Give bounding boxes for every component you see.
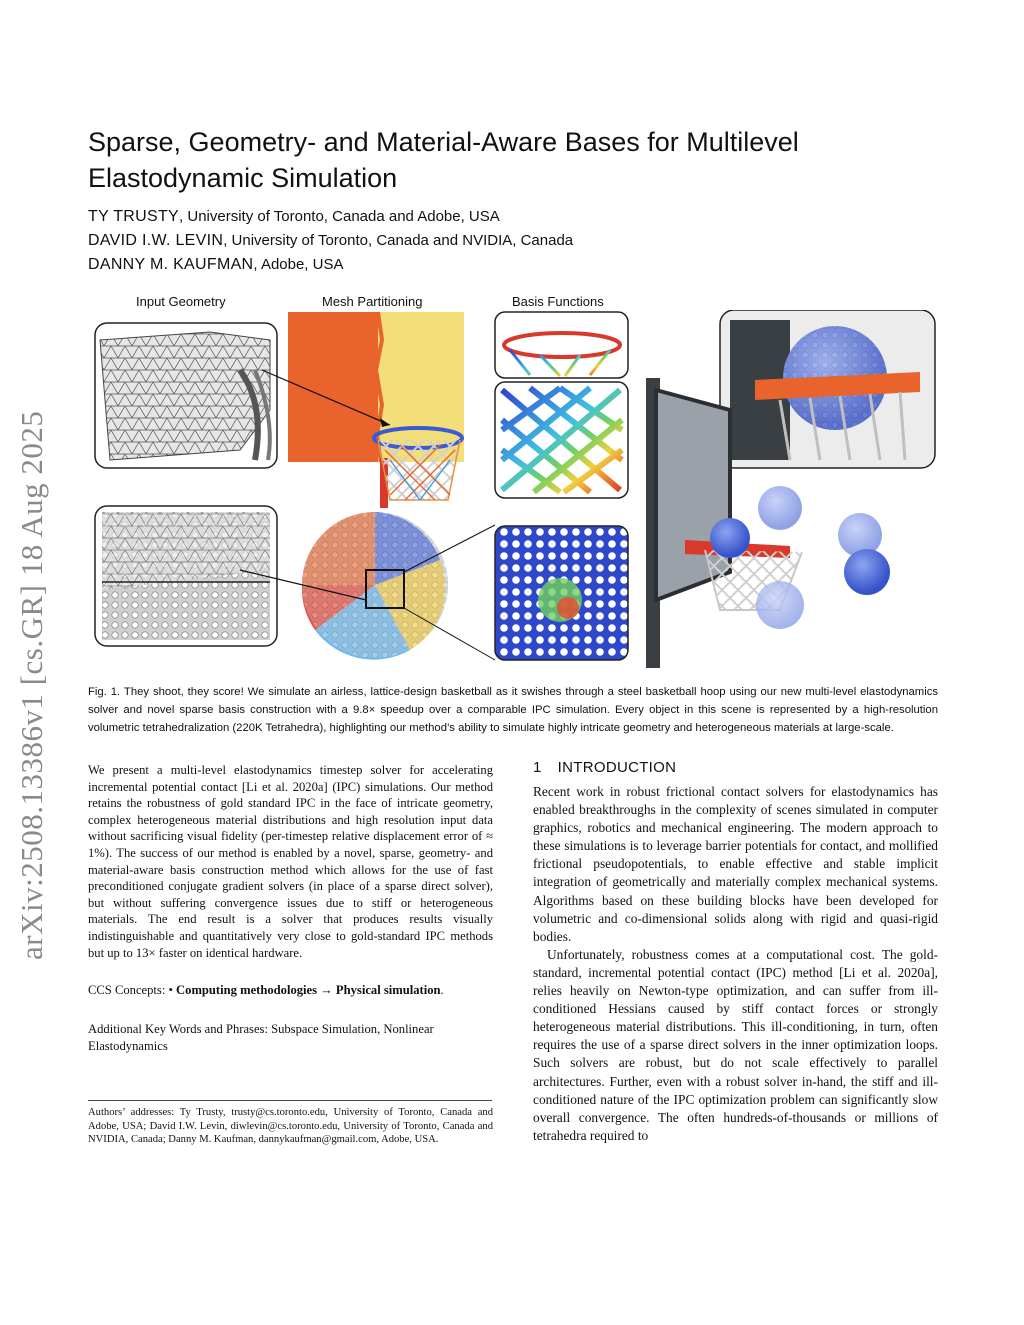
author-name: TY TRUSTY <box>88 208 180 225</box>
intro-paragraph: Unfortunately, robustness comes at a computational cost. The gold-standard, incremental potential contact (IPC) method [Li et al. 2020a], relies heavily on Newton-type optimization, and can suffer from ill-conditioned Hessians caused by stiff contact forces or strongly heterogeneous material distributions. This ill-conditioning, in turn, often requires the use of a sparse direct solvers in the inner optimization loops. Such solvers are robust, but do not scale effectively to parallel architectures. Further, even with a robust solver in-hand, the stiff and ill-conditioned nature of the IPC optimization problem can significantly slow overall convergence. The often hundreds-of-thousands or millions of tetrahedra required to <box>533 946 938 1143</box>
figure-label-basis-functions: Basis Functions <box>512 294 604 309</box>
teaser-figure <box>90 310 940 670</box>
author-2: DAVID I.W. LEVIN, University of Toronto, Canada and NVIDIA, Canada <box>88 232 574 249</box>
basis-panel-lattice <box>495 526 628 660</box>
input-geometry-panel-top <box>95 323 277 468</box>
ccs-suffix: . <box>440 983 444 997</box>
arxiv-stamp: arXiv:2508.13386v1 [cs.GR] 18 Aug 2025 <box>14 410 49 960</box>
section-title: INTRODUCTION <box>557 759 677 776</box>
paper-title: Sparse, Geometry- and Material-Aware Bases for Multilevel Elastodynamic Simulation <box>88 127 799 193</box>
figure-caption: Fig. 1. They shoot, they score! We simulate an airless, lattice-design basketball as it swishes through a steel basketball hoop using our new multi-level elastodynamics solver and novel sparse basis construction with a 9.8× speedup over a comparable IPC simulation. Every object in this scene is represented by a high-resolution volumetric tetrahedralization (220K Tetrahedra), highlighting our method’s ability to simulate highly intricate geometry and heterogeneous materials at large-scale. <box>88 686 938 734</box>
author-3: DANNY M. KAUFMAN, Adobe, USA <box>88 256 344 273</box>
ball-in-hoop <box>710 518 750 558</box>
ball-ghost-1 <box>758 486 802 530</box>
abstract: We present a multi-level elastodynamics timestep solver for accelerating incremental potential contact [Li et al. 2020a] (IPC) simulations. Our method retains the robustness of gold standard IPC in the face of intricate geometry, complex heterogeneous material distributions and high resolution input data without sacrificing visual fidelity (per-timestep relative displacement error of ≈ 1%). The success of our method is enabled by a novel, sparse, geometry- and material-aware basis construction method which allows for the use of fast preconditioned conjugate gradient solvers (in place of a sparse direct solver), but without suffering convergence issues due to stiff or heterogeneous materials. The end result is a solver that produces results visually indistinguishable and quantitatively very close to gold-standard IPC methods but up to 13× faster on identical hardware. <box>88 763 493 960</box>
ccs-concept: Computing methodologies → Physical simulation <box>176 983 441 997</box>
input-geometry-panel-bottom <box>95 506 277 646</box>
figure-label-mesh-partitioning: Mesh Partitioning <box>322 294 423 309</box>
basis-panel-net <box>495 382 628 498</box>
intro-paragraph: Recent work in robust frictional contact solvers for elastodynamics has enabled breakthroughs in the complexity of scenes simulated in computer graphics, robotics and mechanical engineering. The modern approach to these simulations is to leverage barrier potentials for contact, and mollified frictional pseudopotentials, to enable effective and stable implicit integration of geometrically and materially complex mechanical systems. Algorithms based on these building blocks have been developed for volumetric and co-dimensional solids along with rigid and quasi-rigid bodies. <box>533 784 938 944</box>
mesh-partition-ball <box>302 512 448 660</box>
keywords: Additional Key Words and Phrases: Subspace Simulation, Nonlinear Elastodynamics <box>88 1022 434 1053</box>
author-name: DAVID I.W. LEVIN <box>88 232 224 249</box>
basis-panel-rim <box>495 312 628 378</box>
ccs-prefix: CCS Concepts: • <box>88 983 173 997</box>
footnote-divider <box>88 1100 492 1101</box>
introduction-body <box>533 783 938 1145</box>
author-affiliation: University of Toronto, Canada and NVIDIA, Canada <box>231 232 574 249</box>
section-heading <box>533 759 676 776</box>
ball-right <box>844 549 890 595</box>
author-affiliation: University of Toronto, Canada and Adobe, USA <box>187 208 500 225</box>
ball-ghost-3 <box>756 581 804 629</box>
ccs-concepts <box>88 983 493 998</box>
author-affiliation: Adobe, USA <box>260 256 344 273</box>
figure-label-input-geometry: Input Geometry <box>136 294 226 309</box>
author-1: TY TRUSTY, University of Toronto, Canada and Adobe, USA <box>88 208 500 225</box>
author-name: DANNY M. KAUFMAN <box>88 256 254 273</box>
section-number: 1 <box>533 759 542 776</box>
zoom-panel-hoop-ball <box>720 310 935 468</box>
author-addresses-footnote: Authors’ addresses: Ty Trusty, trusty@cs.toronto.edu, University of Toronto, Canada and Adobe, USA; David I.W. Levin, diwlevin@cs.toronto.edu, University of Toronto, Canada and NVIDIA, Canada; Danny M. Kaufman, dannykaufman@gmail.com, Adobe, USA. <box>88 1107 493 1146</box>
